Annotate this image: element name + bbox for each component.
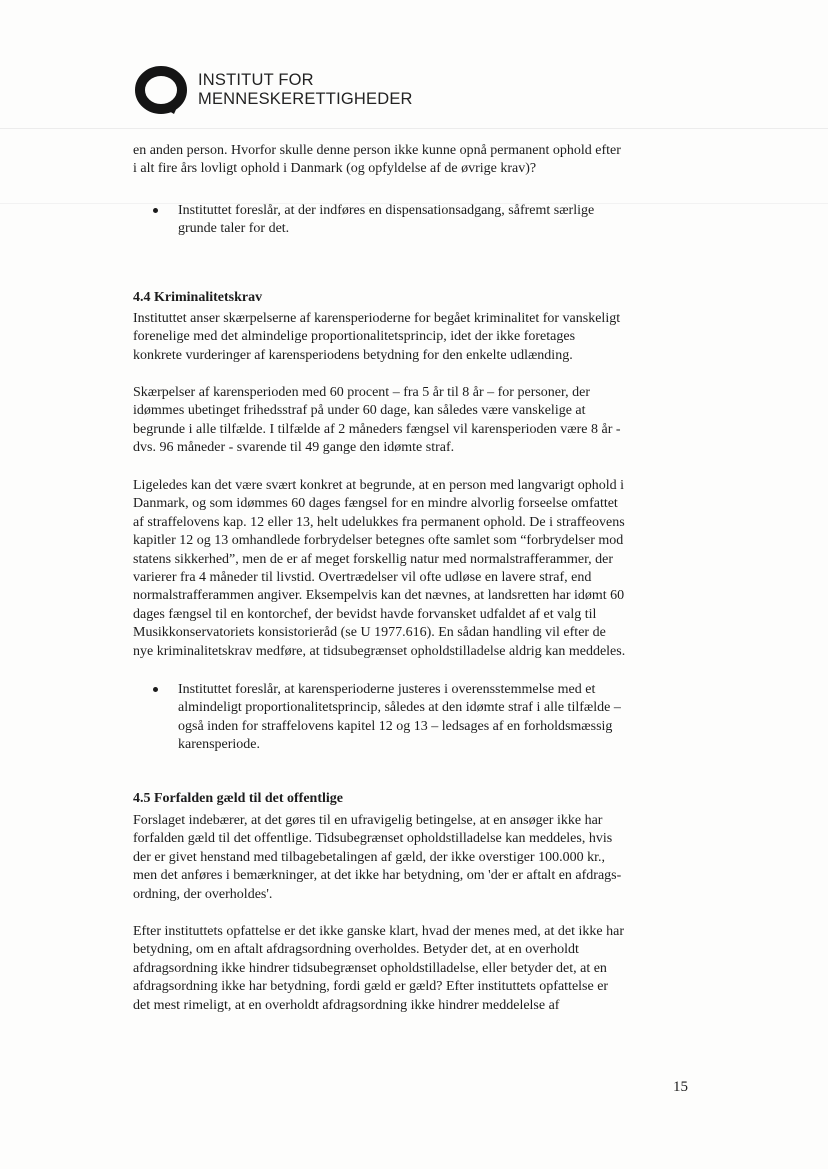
text-line: nye kriminalitetskrav medføre, at tidsubegrænset opholdstilladelse aldrig kan meddeles. [133, 643, 626, 659]
text-line: Danmark, og som idømmes 60 dages fængsel for en mindre alvorlig forseelse omfattet [133, 496, 618, 512]
text-line: betydning, om en aftalt afdragsordning overholdes. Betyder det, at en overholdt [133, 942, 579, 958]
section-4-4-heading: 4.4 Kriminalitetskrav [133, 290, 263, 305]
text-line: konkrete vurderinger af karensperiodens betydning for den enkelte udlænding. [133, 347, 573, 363]
text-line: af straffelovens kap. 12 eller 13, helt udelukkes fra permanent ophold. De i straffeovens [133, 514, 625, 530]
intro-paragraph [133, 142, 693, 179]
text-line: afdragsordning ikke har betydning, fordi gæld er gæld? Efter instituttets opfattelse er [133, 979, 609, 995]
page-number: 15 [673, 1079, 688, 1095]
text-line: Instituttet foreslår, at der indføres en dispensationsadgang, såfremt særlige [178, 203, 595, 218]
text-line: Forslaget indebærer, at det gøres til en ufravigelig betingelse, at en ansøger ikke har [133, 813, 603, 828]
text-line: Musikkonservatoriets konsistorieråd (se U 1977.616). En sådan handling vil efter de [133, 625, 606, 641]
text-line: forfalden gæld til det offentlige. Tidsubegrænset opholdstilladelse kan meddeles, hvis [133, 831, 613, 847]
text-line: forenelige med det almindelige proportionalitetsprincip, idet der ikke foretages [133, 329, 576, 345]
bullet-proportionality [153, 681, 693, 755]
text-line: i alt fire års lovligt ophold i Danmark (og opfyldelse af de øvrige krav)? [133, 161, 537, 177]
text-line: Instituttet anser skærpelserne af karensperioderne for begået kriminalitet for vanskeligt [133, 311, 621, 326]
text-line: karensperiode. [178, 737, 261, 753]
logo-line-1: INSTITUT FOR [198, 71, 314, 89]
logo-line-2: MENNESKERETTIGHEDER [198, 90, 413, 108]
text-line: normalstrafferammen angiver. Eksempelvis kan det nævnes, at landsretten har idømt 60 [133, 588, 625, 604]
text-line: grunde taler for det. [178, 221, 290, 237]
bullet-icon [153, 208, 158, 213]
text-line: kapitler 12 og 13 omhandlede forbrydelser betegnes ofte samlet som “forbrydelser mod [133, 533, 624, 549]
text-line: ordning, der overholdes'. [133, 886, 273, 902]
text-line: der er givet henstand med tilbagebetalingen af gæld, der ikke overstiger 100.000 kr., [133, 849, 605, 865]
text-line: begrunde i alle tilfælde. I tilfælde af 2 måneders fængsel vil karensperioden være 8 år - [133, 421, 621, 437]
section-4-4-paragraph-3 [133, 477, 693, 661]
text-line: men det anføres i bemærkninger, at det ikke har betydning, om 'der er aftalt en afdrags- [133, 868, 622, 884]
section-4-4-paragraph-1 [133, 310, 693, 365]
text-line: dvs. 96 måneder - svarende til 49 gange den idømte straf. [133, 440, 455, 456]
institute-logo [134, 64, 413, 116]
logo-text [198, 71, 413, 109]
bullet-dispensation [153, 202, 693, 239]
text-line: Ligeledes kan det være svært konkret at begrunde, at en person med langvarigt ophold i [133, 478, 625, 493]
section-4-5-paragraph-1 [133, 812, 693, 904]
section-4-5-heading: 4.5 Forfalden gæld til det offentlige [133, 791, 343, 806]
scan-artifact [0, 128, 828, 129]
logo-ring-icon [134, 64, 190, 116]
text-line: også inden for straffelovens kapitel 12 og 13 – ledsages af en forholdsmæssig [178, 718, 613, 734]
text-line: varierer fra 4 måneder til livstid. Overtrædelser vil ofte udløse en lavere straf, end [133, 570, 592, 586]
text-line: en anden person. Hvorfor skulle denne person ikke kunne opnå permanent ophold efter [133, 143, 621, 158]
text-line: Skærpelser af karensperioden med 60 procent – fra 5 år til 8 år – for personer, der [133, 385, 590, 400]
section-4-5-paragraph-2 [133, 923, 693, 1015]
text-line: dages fængsel til en kontorchef, der bevidst havde forvansket udfaldet af et valg til [133, 606, 597, 622]
text-line: det mest rimeligt, at en overholdt afdragsordning ikke hindrer meddelelse af [133, 997, 560, 1013]
text-line: Efter instituttets opfattelse er det ikke ganske klart, hvad der menes med, at det ikke har [133, 924, 624, 939]
bullet-icon [153, 687, 158, 692]
text-line: Instituttet foreslår, at karensperioderne justeres i overensstemmelse med et [178, 682, 596, 697]
section-4-4-paragraph-2 [133, 384, 693, 458]
text-line: idømmes ubetinget frihedsstraf på under 60 dage, kan således være vanskelige at [133, 403, 586, 419]
text-line: afdragsordning ikke hindrer tidsubegrænset opholdstilladelse, eller betyder det, at en [133, 960, 607, 976]
text-line: statens sikkerhed”, men de er af meget forskellig natur med normalstrafferammer, der [133, 551, 614, 567]
text-line: almindeligt proportionalitetsprincip, således at den idømte straf i alle tilfælde – [178, 700, 621, 716]
